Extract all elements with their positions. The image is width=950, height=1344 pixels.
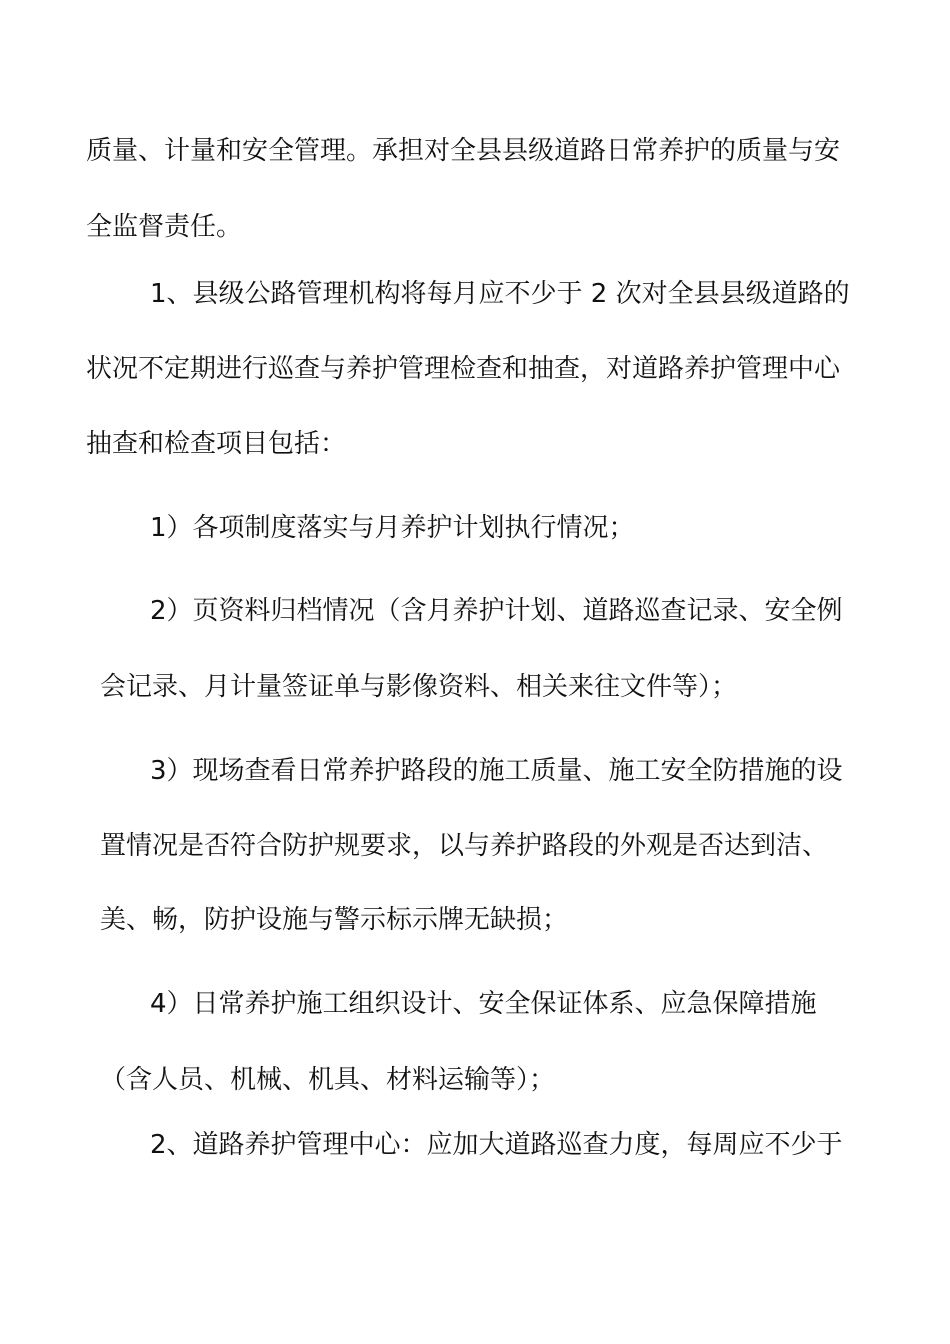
text-line-12: 4）日常养护施工组织设计、安全保证体系、应急保障措施 [150, 989, 817, 1019]
text-line-9: 3）现场查看日常养护路段的施工质量、施工安全防措施的设 [150, 756, 843, 786]
text-line-1: 质量、计量和安全管理。承担对全县县级道路日常养护的质量与安 [86, 136, 841, 166]
text-line-4: 状况不定期进行巡查与养护管理检查和抽查，对道路养护管理中心 [86, 354, 841, 384]
text-line-11: 美、畅，防护设施与警示标示牌无缺损； [100, 905, 569, 935]
text-line-14: 2、道路养护管理中心：应加大道路巡查力度，每周应不少于 [150, 1130, 843, 1160]
text-line-6: 1）各项制度落实与月养护计划执行情况； [150, 513, 635, 543]
text-line-10: 置情况是否符合防护规要求，以与养护路段的外观是否达到洁、 [100, 831, 829, 861]
text-line-7: 2）页资料归档情况（含月养护计划、道路巡查记录、安全例 [150, 596, 843, 626]
text-line-13: （含人员、机械、机具、材料运输等）； [100, 1065, 556, 1095]
text-line-5: 抽查和检查项目包括： [86, 429, 347, 459]
text-line-2: 全监督责任。 [86, 212, 243, 242]
text-line-8: 会记录、月计量签证单与影像资料、相关来往文件等）； [100, 672, 738, 702]
text-line-3: 1、县级公路管理机构将每月应不少于 2 次对全县县级道路的 [150, 279, 850, 309]
